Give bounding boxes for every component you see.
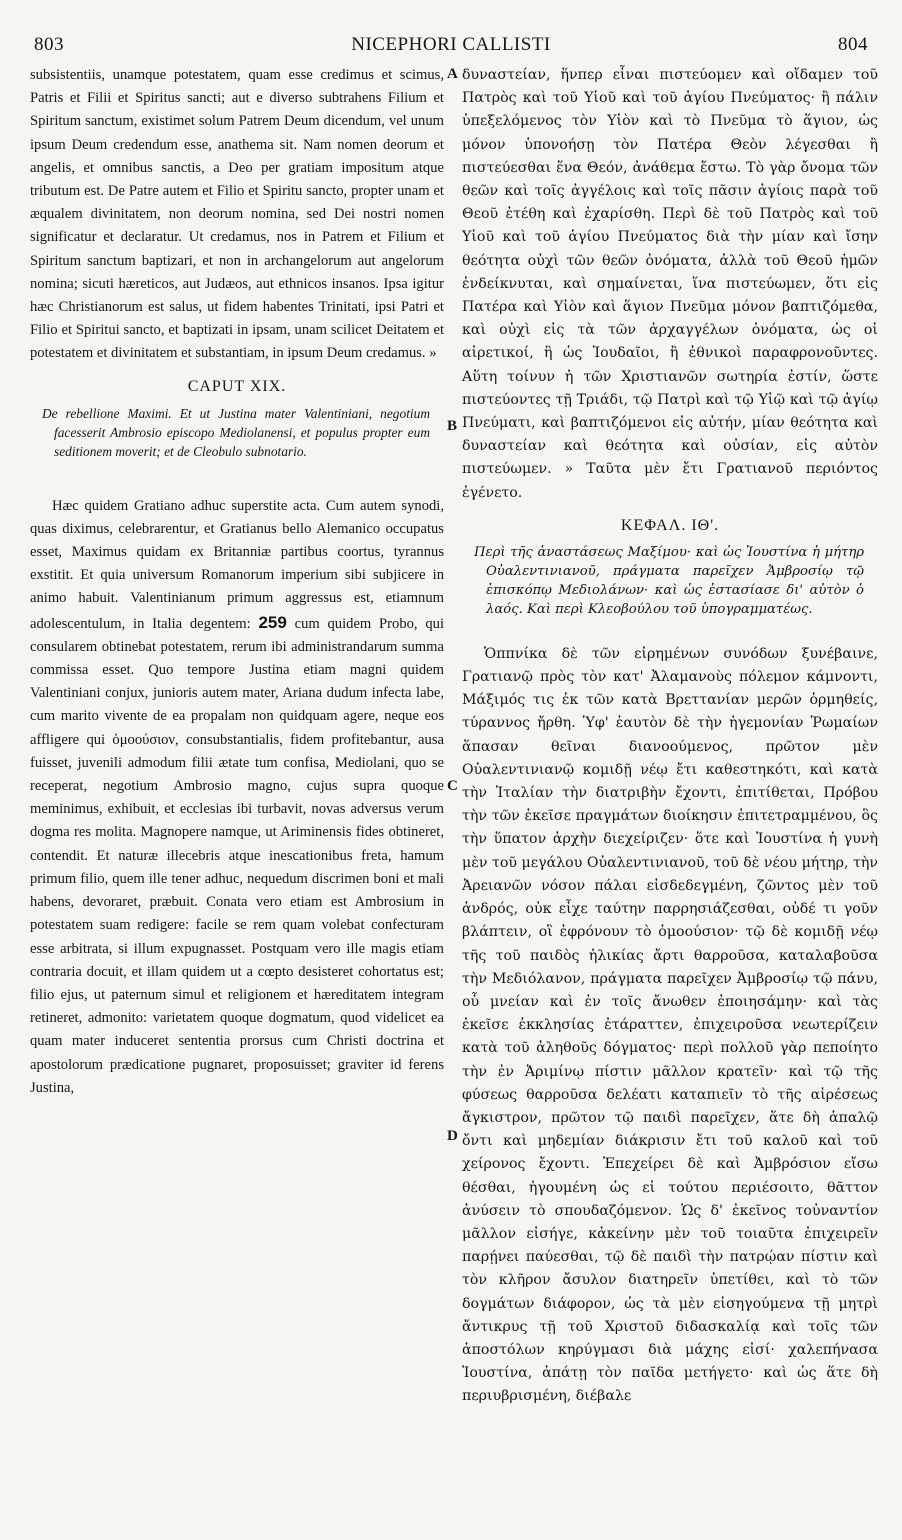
running-title: NICEPHORI CALLISTI [351, 34, 551, 55]
latin-body-before: Hæc quidem Gratiano adhuc superstite acta. Cum autem synodi, quas diximus, celebrarentur, et Gratianus bello Alemanico occupatus esset, Maximus quidam ex Britanniæ partibus coortus, tyrannus exstitit. Et quia universum Romanorum imperium sibi subjicere in animo habuit. Valentinianum primum aggressus est, etiamnum adolescentulum, in Italia degentem: [30, 497, 444, 632]
running-head [34, 34, 868, 60]
latin-body [30, 495, 444, 1100]
latin-body-after: cum quidem Probo, qui consularem obtinebat potestatem, rerum ibi administrandarum summa commissa esset. Quo tempore Justina etiam magni quidem Valentiniani conjux, junioris autem mater, Ariana dudum infecta labe, cum marito vivente de ea propalam non quidquam agere, neque eos affligere qui ὁμοούσιον, consubstantialis, fidem profitebantur, ausa fuisset, juvenili admodum filii ætate tum confisa, Mediolani, quo se receperat, negotium Ambrosio magno, cujus supra quoque meminimus, exhibuit, et ecclesias ibi turbavit, novas adversus verum dogma res molita. Magnopere namque, ut Ariminensis fides obtineret, contendit. Et naturæ illecebris atque inescationibus freta, hamum primum filio, quem ille tener adhuc, nequedum discrimen boni et mali habens, devoraret, præbuit. Conata vero etiam est Ambrosium in potestatem suam redigere: facile se rem quam volebat confecturam esse arbitrata, si illum expugnasset. Postquam vero ille magis etiam contraria docuit, et illam quidem ut a cœpto desisteret cohortatus est; filio ejus, ut paternum simul et religionem et hæreditatem integram retineret, admonito: varietatem quoque dogmatum, quod videlicet ea quam mater induceret sententia prorsus cum Christi doctrina et apostolorum prædicatione pugnaret, proposuisset; graviter id ferens Justina, [30, 615, 444, 1096]
latin-chapter-heading: CAPUT XIX. [187, 377, 287, 395]
margin-mark-c: C [447, 778, 458, 794]
margin-mark-d: D [447, 1128, 458, 1144]
column-number: 259 [258, 612, 287, 632]
margin-mark-a: A [447, 66, 458, 82]
latin-continuation: subsistentiis, unamque potestatem, quam esse credimus et scimus, Patris et Filii et Spiritus sancti; aut e diverso subtrahens Filium et Spiritum sanctum, existimet solum Patrem Deum dicendum, vel unum ipsum Deum credendum esse, anathema sit. Nam nomen deorum et angelis, et omnibus sanctis, a Deo per gratiam impositum atque tributum est. De Patre autem et Filio et Spiritu sancto, propter unam et æqualem divinitatem, non deorum nomina, sed Dei nostri nomen significatur et declaratur. Ut credamus, nos in Patrem et Filium et Spiritum sanctum baptizari, et non in archangelorum aut angelorum nomina; sicuti hæreticos, aut Judæos, aut ethnicos insanos. Ipsa igitur hæc Christianorum est salus, ut fidem habentes Trinitati, ipsi Patri et Filio et Spiritui sancto, et baptizati in ipsam, unam scilicet Deitatem et potestatem et divinitatem et substantiam, in ipsum Deum credamus. » [30, 67, 444, 362]
latin-chapter-summary: De rebellione Maximi. Et ut Justina mater Valentiniani, negotium facesserit Ambrosio episcopo Mediolanensi, et populus propter eum seditionem moverit; et de Cleobulo subnotario. [42, 405, 430, 459]
page-number-left: 803 [34, 34, 64, 55]
latin-column [30, 64, 444, 1100]
greek-body: Ὁππνίκα δὲ τῶν εἰρημένων συνόδων ξυνέβαινε, Γρατιανῷ πρὸς τὸν κατ' Ἀλαμανοὺς πόλεμον κάμνοντι, Μάξιμός τις ἐκ τῶν κατὰ Βρεττανίαν μερῶν ὁρμηθείς, τύραννος ἤρθη. Ὑφ' ἑαυτὸν δὲ τὴν ἡγεμονίαν Ῥωμαίων ἅπασαν θεῖναι διανοούμενος, πρῶτον μὲν Οὐαλεντινιανῷ κομιδῇ νέῳ ἔτι καθεστηκότι, καὶ κατὰ τὴν Ἰταλίαν τὴν διατριβὴν ἔχοντι, ἐπιτίθεται, Πρόβου τὴν τῶν ἐκεῖσε πραγμάτων διοίκησιν ἐπιτετραμμένου, ὃς τὴν ὕπατον ἀρχὴν διεχείριζεν· ὅτε καὶ Ἰουστίνα ἡ γυνὴ μὲν τοῦ μεγάλου Οὐαλεντινιανοῦ, τοῦ δὲ νέου μήτηρ, τὴν Ἀρειανῶν νόσον πάλαι εἰσδεδεγμένη, ζῶντος μὲν τοῦ ἀνδρός, οὐκ εἶχε ταύτην παρρησιάζεσθαι, οὐδέ τι γοῦν βλάπτειν, οἳ ἐφρόνουν τὸ ὁμοούσιον· τῷ δὲ κομιδῇ νέῳ τῆς τοῦ παιδὸς ἡλικίας ἄρτι θαρροῦσα, καταλαβοῦσα τὴν Μεδιόλανον, πράγματα παρεῖχεν Ἀμβροσίῳ τῷ πάνυ, οὗ μνείαν καὶ ἐν τοῖς ἄνωθεν ἐποιησάμην· καὶ τὰς ἐκεῖσε ἐκκλησίας ἐτάραττεν, ἐπιχειροῦσα νεωτερίζειν κατὰ τοῦ ἀληθοῦς δόγματος· περὶ πολλοῦ γὰρ πεποίητο τὴν ἐν Ἀριμίνῳ πίστιν μᾶλλον κρατεῖν· καὶ τῷ τῆς φύσεως θαρροῦσα δελέατι καταπιεῖν τὸ τῆς αἱρέσεως ἄγκιστρον, πρῶτον τῷ παιδὶ παρεῖχεν, ἅτε δὴ ἁπαλῷ ὄντι καὶ μηδεμίαν διάκρισιν ἔτι τοῦ καλοῦ καὶ τοῦ χείρονος ἔχοντι. Ἐπεχείρει δὲ καὶ Ἀμβρόσιον εἴσω θέσθαι, ἡγουμένη ὡς εἰ τούτου περιέσοιτο, θᾶττον ἀνύσειν τὸ σπουδαζόμενον. Ὡς δ' ἐκεῖνος τοὐναντίον μᾶλλον εἰσήγε, κἀκείνην μὲν τοῦ τοιαῦτα ἐπιχειρεῖν παρῄνει παύεσθαι, τῷ δὲ παιδὶ τὴν πατρῴαν πίστιν καὶ τὸν κλῆρον ἄσυλον διατηρεῖν ὑπετίθει, καὶ τὸ τῶν δογμάτων διάφορον, ὡς τὰ μὲν εἰσηγούμενα τῇ μητρὶ ἄντικρυς τῇ τοῦ Χριστοῦ διδασκαλίᾳ καὶ τοῖς τῶν ἀποστόλων κηρύγμασι διὰ μάχης εἰσί· χαλεπήνασα Ἰουστίνα, ἀπάτῃ τὸν παῖδα μετήγετο· καὶ ὡς ἅτε δὴ περιυβρισμένη, διέβαλε [462, 645, 878, 1405]
greek-chapter-heading: ΚΕΦΑΛ. ΙΘ'. [620, 516, 720, 534]
greek-chapter-summary: Περὶ τῆς ἀναστάσεως Μαξίμου· καὶ ὡς Ἰουστίνα ἡ μήτηρ Οὐαλεντινιανοῦ, πράγματα παρεῖχεν Ἀμβροσίῳ τῷ ἐπισκόπῳ Μεδιολάνων· καὶ ὡς ἐστασίασε δι' αὐτὸν ὁ λαός. Καὶ περὶ Κλεοβούλου τοῦ ὑπογραμματέως. [474, 544, 864, 617]
greek-column [462, 64, 878, 1409]
greek-continuation: δυναστείαν, ἥνπερ εἶναι πιστεύομεν καὶ οἴδαμεν τοῦ Πατρὸς καὶ τοῦ Υἱοῦ καὶ τοῦ ἁγίου Πνεύματος· ἢ πάλιν ὑπεξελόμενος τὸν Υἱὸν καὶ τὸ Πνεῦμα τὸ ἅγιον, ὡς μόνον ὑπονοήσῃ τὸν Πατέρα Θεὸν λέγεσθαι ἢ πιστεύεσθαι ἕνα Θεόν, ἀνάθεμα ἔστω. Τὸ γὰρ ὄνομα τῶν θεῶν καὶ τοῖς ἀγγέλοις καὶ τοῖς πᾶσιν ἁγίοις παρὰ τοῦ Θεοῦ ἐτέθη καὶ ἐχαρίσθη. Περὶ δὲ τοῦ Πατρὸς καὶ τοῦ Υἱοῦ καὶ τοῦ ἁγίου Πνεύματος διὰ τὴν μίαν καὶ ἴσην θεότητα οὐχὶ τῶν θεῶν ὀνόματα, ἀλλὰ τοῦ Θεοῦ ἡμῶν ἐνδείκνυται, καὶ σημαίνεται, ἵνα πιστεύωμεν, ὅτι εἰς Πατέρα καὶ Υἱὸν καὶ ἅγιον Πνεῦμα μόνον βαπτιζόμεθα, καὶ οὐχὶ εἰς τὰ τῶν ἀρχαγγέλων ὀνόματα, ὡς οἱ αἱρετικοί, ἢ ὡς Ἰουδαῖοι, ἢ ἐθνικοὶ παραφρονοῦντες. Αὕτη τοίνυν ἡ τῶν Χριστιανῶν σωτηρία ἐστίν, ὥστε πιστεύοντες τῇ Τριάδι, τῷ Πατρὶ καὶ τῷ Υἱῷ καὶ τῷ ἁγίῳ Πνεύματι, καὶ βαπτιζόμενοι εἰς αὐτήν, μίαν θεότητα καὶ δυναστείαν καὶ θεότητα καὶ οὐσίαν, εἰς αὐτὸν πιστεύωμεν. » Ταῦτα μὲν ἔτι Γρατιανοῦ περιόντος ἐγένετο. [462, 67, 878, 501]
page-number-right: 804 [838, 34, 868, 55]
margin-mark-b: B [447, 418, 458, 434]
